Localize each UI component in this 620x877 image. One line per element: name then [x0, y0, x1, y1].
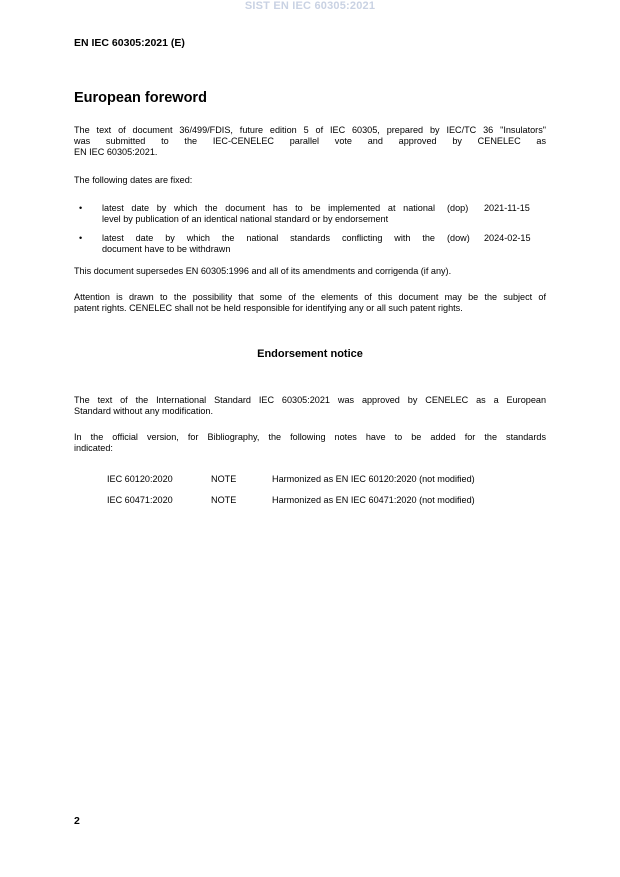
bullet-icon: • — [79, 203, 83, 213]
patent-attention — [74, 292, 546, 314]
date-item-line: latest date by which the national standards conflicting with the — [102, 233, 435, 243]
bibliography-intro-line: In the official version, for Bibliography, the following notes have to be added for the standards — [74, 432, 546, 442]
date-item-line: document have to be withdrawn — [102, 244, 231, 254]
date-item-dop — [74, 203, 546, 227]
page-number: 2 — [74, 815, 80, 827]
supersedes-note: This document supersedes EN 60305:1996 and all of its amendments and corrigenda (if any). — [74, 266, 452, 276]
date-item-line: latest date by which the document has to be implemented at national — [102, 203, 435, 213]
endorsement-line: Standard without any modification. — [74, 406, 214, 416]
date-code: (dop) — [447, 203, 469, 213]
endorsement-line: The text of the International Standard IEC 60305:2021 was approved by CENELEC as a European — [74, 395, 546, 405]
date-item-description — [102, 203, 462, 225]
patent-attention-line: patent rights. CENELEC shall not be held responsible for identifying any or all such patent rights. — [74, 303, 463, 313]
note-label: NOTE — [211, 495, 237, 505]
patent-attention-line: Attention is drawn to the possibility that some of the elements of this document may be the subject of — [74, 292, 546, 302]
foreword-title: European foreword — [74, 90, 207, 106]
endorsement-paragraph — [74, 395, 546, 417]
date-value: 2021-11-15 — [484, 203, 530, 213]
note-label: NOTE — [211, 474, 237, 484]
date-value: 2024-02-15 — [484, 233, 531, 243]
note-standard: IEC 60471:2020 — [107, 495, 173, 505]
foreword-intro-line: was submitted to the IEC-CENELEC parallel vote and approved by CENELEC as — [74, 136, 546, 146]
date-code: (dow) — [447, 233, 470, 243]
date-item-dow — [74, 233, 546, 257]
foreword-intro-line: EN IEC 60305:2021. — [74, 147, 158, 157]
document-id: EN IEC 60305:2021 (E) — [74, 37, 185, 49]
watermark: SIST EN IEC 60305:2021 — [244, 0, 376, 12]
dates-intro: The following dates are fixed: — [74, 175, 193, 185]
note-text: Harmonized as EN IEC 60471:2020 (not modified) — [272, 495, 475, 505]
foreword-intro-line: The text of document 36/499/FDIS, future edition 5 of IEC 60305, prepared by IEC/TC 36 "Insulators" — [74, 125, 546, 135]
note-text: Harmonized as EN IEC 60120:2020 (not modified) — [272, 474, 475, 484]
bibliography-note-intro — [74, 432, 546, 454]
foreword-intro — [74, 125, 546, 158]
bibliography-intro-line: indicated: — [74, 443, 113, 453]
date-item-line: level by publication of an identical national standard or by endorsement — [102, 214, 389, 224]
endorsement-title: Endorsement notice — [257, 348, 363, 360]
bullet-icon: • — [79, 233, 83, 243]
date-item-description — [102, 233, 462, 255]
note-standard: IEC 60120:2020 — [107, 474, 173, 484]
